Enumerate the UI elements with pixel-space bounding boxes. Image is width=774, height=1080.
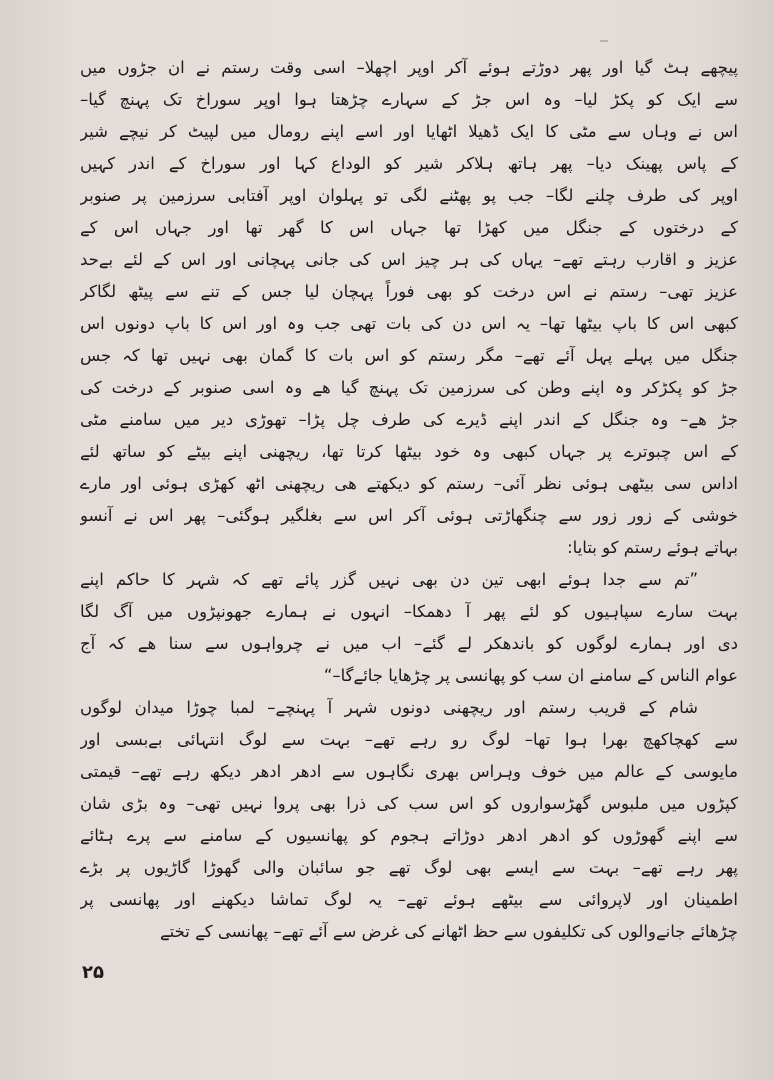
text-line: سے اپنے گھوڑوں کو ادھر ادھر دوڑاتے ہجوم کو پھانسیوں کے سامنے سے پرے ہٹائے [80,826,738,845]
text-line: اوپر کی طرف چلنے لگا– جب پو پھٹنے لگی تو پہلوان اوپر آفتابی سرزمین پر صنوبر [80,186,738,205]
text-line: کے درختوں کے جنگل میں کھڑا تھا جہاں اس کا گھر تھا اور جہاں اس کے [80,218,738,237]
text-line: اس نے وہاں سے مٹی کا ایک ڈھیلا اٹھایا اور اسے اپنے رومال میں لپیٹ کر نیچے شیر [80,122,738,141]
text-line: چڑھائے جانےوالوں کی تکلیفوں سے حظ اٹھانے کی غرض سے آئے تھے– پھانسی کے تختے [159,922,738,941]
page-body-text [80,52,738,948]
text-line: جڑ کو پکڑکر وہ اپنے وطن کی سرزمین تک پہنچ گیا ھے وہ اسی صنوبر کے درخت کی [80,378,738,397]
text-line: عزیز تھی– رستم نے اس درخت کو بھی فوراً پہچان لیا جس کے تنے سے پیٹھ لگاکر [80,282,738,301]
text-line: اطمینان اور لاپروائی سے بیٹھے ہوئے تھے– یہ لوگ تماشا دیکھنے اور پھانسی پر [80,890,738,909]
paragraph [80,52,738,564]
paragraph [80,564,738,692]
text-line: اداس سی بیٹھی ہوئی نظر آئی– رستم کو دیکھتے ھی ریچھنی اٹھ کھڑی ہوئی اور مارے [80,474,738,493]
text-line: پھر رہے تھے– بہت سے ایسے بھی لوگ تھے جو سائبان والی گھوڑا گاڑیوں پر بڑے [80,858,738,877]
text-line: شام کے قریب رستم اور ریچھنی دونوں شہر آ پہنچے– لمبا چوڑا میدان لوگوں [80,698,698,717]
text-line: جنگل میں پہلے پہل آئے تھے– مگر رستم کو اس بات کا گمان بھی نہیں تھا کہ جس [80,346,738,365]
text-line: کپڑوں میں ملبوس گھڑسواروں کو اس سب کی ذرا بھی پروا نہیں تھی– وہ بڑی شان [80,794,738,813]
text-line: بہت سارے سپاہیوں کو لئے پھر آ دھمکا– انہوں نے ہمارے جھونپڑوں میں آگ لگا [80,602,738,621]
text-line: دی اور ہمارے لوگوں کو باندھکر لے گئے– اب میں نے چرواہوں سے سنا ھے کہ آج [80,634,738,653]
scan-speck [600,40,608,42]
text-line: سے کھچاکھچ بھرا ہوا تھا– لوگ رو رہے تھے– بہت سے لوگ انتہائی بےبسی اور [80,730,738,749]
page-number: ۲۵ [82,962,104,983]
paragraph [80,692,738,948]
text-line: عوام الناس کے سامنے ان سب کو پھانسی پر چڑھایا جائےگا–“ [323,666,738,685]
text-line: بہاتے ہوئے رستم کو بتایا: [567,538,738,557]
text-line: ”تم سے جدا ہوئے ابھی تین دن بھی نہیں گزر پائے تھے کہ شہر کا حاکم اپنے [80,570,698,589]
text-line: کے پاس پھینک دیا– پھر ہاتھ ہلاکر شیر کو الوداع کہا اور سوراخ کے اندر کہیں [80,154,738,173]
text-line: سے ایک کو پکڑ لیا– وہ اس جڑ کے سہارے چڑھتا ہوا اوپر سوراخ تک پہنچ گیا– [80,90,738,109]
text-line: جڑ ھے– وہ جنگل کے اندر اپنے ڈیرے کی طرف چل پڑا– تھوڑی دیر میں سامنے مٹی [80,410,738,429]
text-line: کبھی اس کا باپ بیٹھا تھا– یہ اس دن کی بات تھی جب وہ اور اس کا باپ دونوں اس [80,314,738,333]
text-line: کے اس چبوترے پر جہاں کبھی وہ خود بیٹھا کرتا تھا، ریچھنی اپنے بیٹے کو ساتھ لئے [80,442,738,461]
text-line: عزیز و اقارب رہتے تھے– یہاں کی ہر چیز اس کی جانی پہچانی اور اس کے لئے بےحد [80,250,738,269]
text-line: مایوسی کے عالم میں خوف وہراس بھری نگاہوں سے ادھر ادھر دیکھ رہے تھے– قیمتی [80,762,738,781]
text-line: خوشی کے زور زور سے چنگھاڑتی ہوئی آکر اس سے بغلگیر ہوگئی– پھر اس نے آنسو [80,506,738,525]
text-line: پیچھے ہٹ گیا اور پھر دوڑتے ہوئے آکر اوپر اچھلا– اسی وقت رستم نے ان جڑوں میں [80,58,738,77]
